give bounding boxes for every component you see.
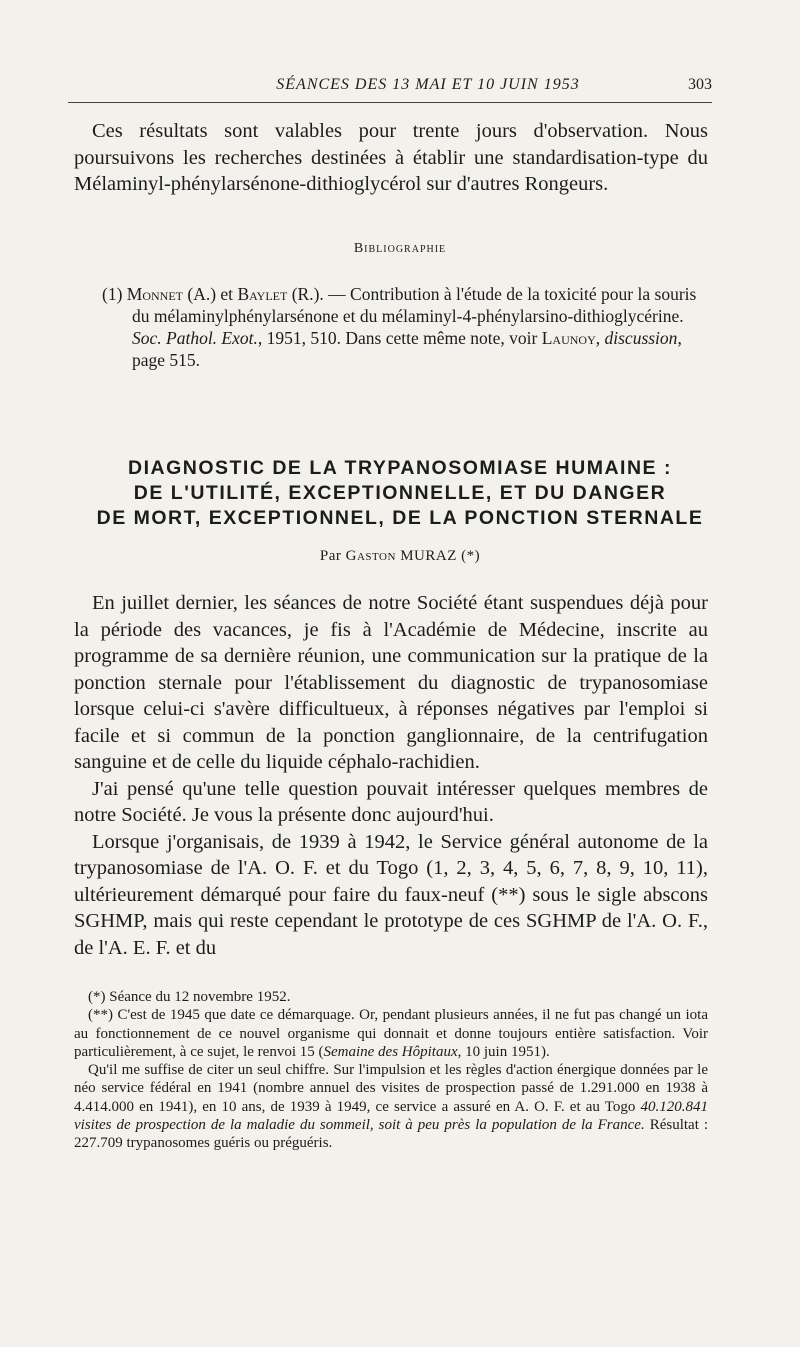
footnote-emphasis: 40.120.841 visites de prospection de la maladie du sommeil, soit à peu près la population de la France. — [74, 1098, 708, 1134]
bibliography-heading: Bibliographie — [353, 241, 447, 256]
ref-author-initials: (A.) et — [187, 284, 234, 304]
ref-author: Launoy — [541, 328, 596, 348]
body-paragraph: J'ai pensé qu'une telle question pouvait intéresser quelques membres de notre Société. Je vous la présente donc aujourd'hui. — [74, 777, 708, 826]
intro-section — [74, 118, 708, 198]
ref-text: , 1951, 510. Dans cette même note, voir — [257, 328, 538, 348]
byline — [0, 548, 800, 565]
bibliography-entry — [60, 283, 710, 371]
running-head: SÉANCES DES 13 MAI ET 10 JUIN 1953 — [276, 76, 580, 93]
ref-author: Baylet — [237, 284, 288, 304]
body-paragraph: En juillet dernier, les séances de notre Société étant suspendues déjà pour la période des vacances, je fis à l'Académie de Médecine, inscrite au programme de sa dernière réunion, une communication sur la pratique de la ponction sternale pour l'établissement du diagnostic de trypanosomiase lorsque celui-ci s'avère difficultueux, à réponses négatives par l'emploi si facile et si commun de la ponction ganglionnaire, de la centrifugation sanguine et de celle du liquide céphalo-rachidien. — [74, 592, 708, 773]
footnote — [74, 1061, 708, 1152]
article-title — [40, 456, 760, 531]
footnote-journal: Semaine des Hôpitaux — [323, 1043, 458, 1060]
footnote-text: (**) C'est de 1945 que date ce démarquage. Or, pendant plusieurs années, il ne fut pas changé un iota au fonctionnement de ce nouvel organisme qui donnait et donne toujours entière satisfaction. Voir particulièrement, à ce sujet, le renvoi 15 ( — [74, 1007, 708, 1060]
footnote: (*) Séance du 12 novembre 1952. — [88, 989, 291, 1005]
ref-discussion: discussion — [604, 328, 678, 348]
ref-text: , — [595, 328, 601, 348]
title-line: DE MORT, EXCEPTIONNEL, DE LA PONCTION STERNALE — [96, 507, 704, 529]
ref-number: (1) — [102, 284, 123, 304]
page-header — [68, 76, 712, 103]
ref-text: (R.). — Contribution à l'étude de la toxicité pour la souris du mélaminylphénylarsénone et du mélaminyl-4-phénylarsino-dithioglycérine. — [132, 284, 697, 326]
byline-prefix: Par — [319, 548, 342, 564]
footnote-mark: (*) — [461, 548, 481, 564]
author-last-name: MURAZ — [400, 548, 457, 564]
page-number: 303 — [688, 76, 712, 93]
bibliography-list — [60, 283, 710, 371]
author-first-name: Gaston — [345, 548, 396, 564]
footnote-text: , 10 juin 1951). — [457, 1043, 550, 1060]
footnote — [74, 1006, 708, 1061]
ref-author: Monnet — [126, 284, 183, 304]
ref-journal: Soc. Pathol. Exot. — [132, 328, 258, 348]
footnotes — [74, 988, 708, 1153]
ref-text: , page 515. — [132, 328, 682, 370]
title-line: DE L'UTILITÉ, EXCEPTIONNELLE, ET DU DANGER — [133, 482, 667, 504]
footnote-text: Qu'il me suffise de citer un seul chiffre. Sur l'impulsion et les règles d'action énergique données par le néo service fédéral en 1941 (nombre annuel des visites de prospection passé de 1.291.000 en 1938 à 4.414.000 en 1941), en 10 ans, de 1939 à 1949, ce service a assuré en A. O. F. et au Togo — [74, 1062, 708, 1115]
intro-paragraph: Ces résultats sont valables pour trente jours d'observation. Nous poursuivons les recherches destinées à établir une standardisation-type du Mélaminyl-phénylarsénone-dithioglycérol sur d'autres Rongeurs. — [74, 120, 708, 195]
article-body — [74, 590, 708, 961]
footnote-text: Résultat : 227.709 trypanosomes guéris ou préguéris. — [74, 1117, 709, 1152]
body-paragraph: Lorsque j'organisais, de 1939 à 1942, le Service général autonome de la trypanosomiase de l'A. O. F. et du Togo (1, 2, 3, 4, 5, 6, 7, 8, 9, 10, 11), ultérieurement démarqué pour faire du faux-neuf (**) sous le sigle abscons SGHMP, mais qui reste cependant le prototype de ces SGHMP de l'A. O. F., de l'A. E. F. et du — [74, 830, 708, 959]
title-line: DIAGNOSTIC DE LA TRYPANOSOMIASE HUMAINE : — [128, 457, 672, 479]
